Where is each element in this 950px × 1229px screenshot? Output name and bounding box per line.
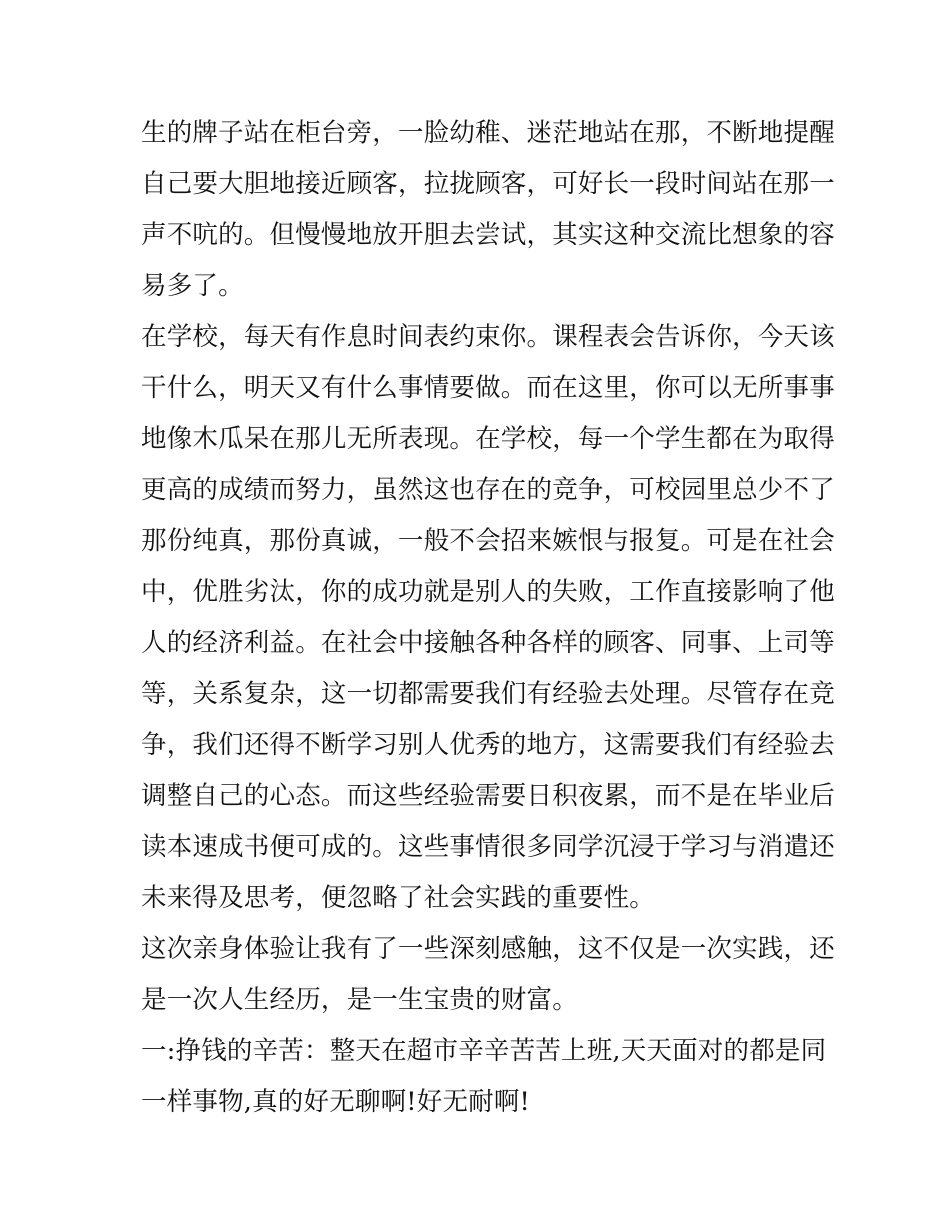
text-line: 自己要大胆地接近顾客，拉拢顾客，可好长一段时间站在那一 — [141, 169, 835, 199]
paragraph-2 — [141, 312, 835, 924]
paragraph-3 — [141, 924, 835, 1026]
text-line: 这次亲身体验让我有了一些深刻感触，这不仅是一次实践，还 — [141, 934, 835, 964]
text-line: 中，优胜劣汰，你的成功就是别人的失败，工作直接影响了他 — [141, 577, 835, 607]
text-line: 更高的成绩而努力，虽然这也存在的竞争，可校园里总少不了 — [141, 475, 835, 505]
text-line: 那份纯真，那份真诚，一般不会招来嫉恨与报复。可是在社会 — [141, 526, 835, 556]
text-line: 未来得及思考，便忽略了社会实践的重要性。 — [141, 883, 656, 913]
text-line: 一样事物,真的好无聊啊!好无耐啊! — [141, 1087, 531, 1117]
text-line: 人的经济利益。在社会中接触各种各样的顾客、同事、上司等 — [141, 628, 835, 658]
document-body — [141, 108, 835, 1128]
text-line: 是一次人生经历，是一生宝贵的财富。 — [141, 985, 578, 1015]
text-line: 调整自己的心态。而这些经验需要日积夜累，而不是在毕业后 — [141, 781, 835, 811]
text-line: 一:挣钱的辛苦：整天在超市辛辛苦苦上班,天天面对的都是同 — [141, 1036, 827, 1066]
text-line: 干什么，明天又有什么事情要做。而在这里，你可以无所事事 — [141, 373, 835, 403]
text-line: 声不吭的。但慢慢地放开胆去尝试，其实这种交流比想象的容 — [141, 220, 835, 250]
text-line: 易多了。 — [141, 271, 244, 301]
paragraph-1 — [141, 108, 835, 312]
text-line: 等，关系复杂，这一切都需要我们有经验去处理。尽管存在竞 — [141, 679, 835, 709]
text-line: 读本速成书便可成的。这些事情很多同学沉浸于学习与消遣还 — [141, 832, 835, 862]
paragraph-4 — [141, 1026, 827, 1128]
text-line: 在学校，每天有作息时间表约束你。课程表会告诉你，今天该 — [141, 322, 835, 352]
text-line: 争，我们还得不断学习别人优秀的地方，这需要我们有经验去 — [141, 730, 835, 760]
text-line: 地像木瓜呆在那儿无所表现。在学校，每一个学生都在为取得 — [141, 424, 835, 454]
text-line: 生的牌子站在柜台旁，一脸幼稚、迷茫地站在那，不断地提醒 — [141, 118, 835, 148]
